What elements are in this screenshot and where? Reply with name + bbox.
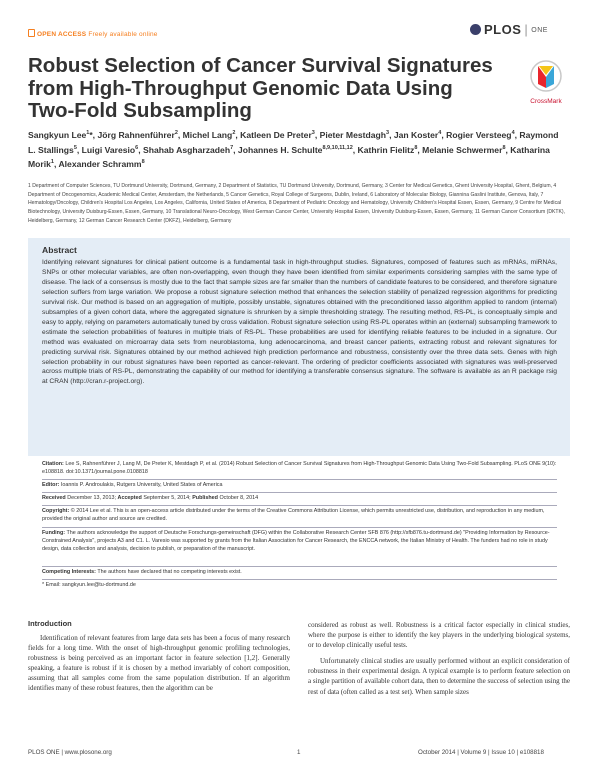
journal-subtitle: ONE [531, 27, 548, 34]
received-date: December 13, 2013; [67, 495, 117, 501]
author-list: Sangkyun Lee$^1$*, Jörg Rahnenführer$^2$, Michel Lang$^2$, Katleen De Preter$^3$, Pieter Mestdagh$^3$, Jan Koster$^4$, Rogier Versteeg$^4$, Raymond L. Stallings$^5$, Luigi Varesio$^6$, Shahab Asgharzadeh$^7$, Johannes H. Schulte$^{8,9,10,11,12}$, Kathrin Fielitz$^8$, Melanie Schwermer$^8$, Katharina Morik$^1$, Alexander Schramm$^8$ [28, 129, 559, 169]
open-lock-icon [28, 29, 35, 37]
dates [42, 495, 557, 503]
article-title: Robust Selection of Cancer Survival Signatures from High-Throughput Genomic Data Using Two-Fold Subsampling [28, 54, 493, 122]
crossmark-icon [525, 57, 567, 107]
citation-label: Citation: [42, 461, 64, 467]
paragraph: Identification of relevant features from large data sets has been a focus of many research fields for a long time. With the onset of high-throughput genomic profiling technologies, robustness is being perceived as an important factor in feature selection [1,2]. Generally speaking, a feature is robust if it is chosen by a method invariably of cohort composition, assuming that all samples come from the same population distribution. If an algorithm identifies many of these robust features, then the algorithm can be [28, 634, 290, 693]
funding [42, 530, 557, 553]
crossmark-label: CrossMark [530, 98, 562, 105]
abstract-heading: Abstract [42, 245, 77, 255]
access-label: ACCESS [58, 31, 87, 38]
funding-text: The authors acknowledge the support of Deutsche Forschungs-gemeinschaft (DFG) within the Collaborative Research Center SFB 876 (http://sfb876.tu-dortmund.de) "Providing Information by Resource-Constrained Analysis", projects A3 and C1. L. Varesio was supported by grants from the Italian Association for Cancer Research, the ENCCA network, the Italian Ministry of Health. The funders had no role in study design, data collection and analysis, decision to publish, or preparation of the manuscript. [42, 530, 550, 552]
open-label: OPEN [37, 31, 57, 38]
published-date: October 8, 2014 [219, 495, 259, 501]
plos-logo-icon [470, 24, 481, 35]
footer-journal: PLOS ONE | www.plosone.org [28, 749, 112, 756]
abstract-text: Identifying relevant signatures for clinical patient outcome is a fundamental task in high-throughput studies. Signatures, composed of features such as mRNAs, miRNAs, SNPs or other molecular variables, are often non-overlapping, even though they have been identified from similar experiments considering samples with the same type of disease. The lack of a consensus is mostly due to the fact that sample sizes are far smaller than the numbers of candidate features to be considered, and therefore signature selection suffers from large variation. We propose a robust signature selection method that enhances the selection stability of penalized regression algorithms for predicting survival risk. Our method is based on an aggregation of multiple, possibly unstable, signatures obtained with the preconditioned lasso algorithm applied to random (internal) subsamples of a given cohort data, where the aggregated signature is shrunken by a simple thresholding strategy. The resulting method, RS-PL, is conceptually simple and easy to apply, relying on parameters automatically tuned by cross validation. Robust signature selection using RS-PL operates within an (external) subsampling framework to estimate the selection probabilities of features in multiple trials of RS-PL. These probabilities are used for identifying reliable features to be included in a signature. Our method was evaluated on microarray data sets from neuroblastoma, lung adenocarcinoma, and breast cancer patients, extracting robust and relevant signatures for predicting survival risk. Signatures obtained by our method achieved high prediction performance and robustness, consistently over the three data sets. Genes with high selection probability in our robust signatures have been reported as cancer-relevant. The ordering of predictor coefficients associated with signatures was well-preserved across multiple trials of RS-PL, demonstrating the capability of our method for identifying a transferable consensus signature. The software is available as an R package rsig at CRAN (http://cran.r-project.org). [42, 259, 557, 386]
paragraph: Unfortunately clinical studies are usually performed without an explicit consideration of robustness in their experimental design. A typical example is to perform feature selection on a single partition of available cohort data, then to determine the success of selection using the rest of data (often called as a test set). When sample sizes [308, 657, 570, 696]
copyright [42, 508, 557, 524]
divider [42, 527, 557, 528]
competing-interests [42, 569, 557, 577]
open-access-badge [28, 29, 158, 38]
copyright-text: © 2014 Lee et al. This is an open-access article distributed under the terms of the Creative Commons Attribution License, which permits unrestricted use, distribution, and reproduction in any medium, provided the original author and source are credited. [42, 508, 545, 522]
paragraph: considered as robust as well. Robustness is a critical factor especially in clinical studies, where the purpose is either to identify the key players in the underlying biological systems, or to develop clinically useful tests. [308, 621, 570, 650]
copyright-label: Copyright: [42, 508, 70, 514]
corresponding-email[interactable]: * Email: sangkyun.lee@tu-dortmund.de [42, 582, 136, 588]
journal-name: PLOS [484, 22, 522, 37]
received-label: Received [42, 495, 66, 501]
funding-label: Funding: [42, 530, 66, 536]
accepted-date: September 5, 2014; [143, 495, 191, 501]
competing-label: Competing Interests: [42, 569, 96, 575]
affiliations: 1 Department of Computer Sciences, TU Dortmund University, Dortmund, Germany, 2 Department of Statistics, TU Dortmund University, Dortmund, Germany, 3 Center for Medical Genetics, Ghent University Hospital, Ghent, Belgium, 4 Department of Oncogenomics, Academic Medical Center, Amsterdam, the Netherlands, 5 Cancer Genetics, Royal College of Surgeons, Dublin, Ireland, 6 Laboratory of Molecular Biology, Giannina Gaslini Institute, Genova, Italy, 7 Hematology/Oncology, Children's Hospital Los Angeles, Los Angeles, California, United States of America, 8 Department of Pediatric Oncology and Hematology, University Children's Hospital Essen, Essen, Germany, 9 Centre for Medical Biotechnology, University Duisburg-Essen, Essen, Germany, 10 Translational Neuro-Oncology, West German Cancer Center, University Hospital Essen, University Duisburg-Essen, Essen, Germany, 11 German Cancer Consortium (DKTK), Heidelberg, Germany, 12 German Cancer Research Center (DKFZ), Heidelberg, Germany [28, 183, 566, 224]
divider [42, 579, 557, 580]
published-label: Published [192, 495, 218, 501]
body-column-right [308, 620, 570, 697]
footer-issue: October 2014 | Volume 9 | Issue 10 | e108818 [418, 749, 544, 756]
body-column-left [28, 633, 290, 694]
editor [42, 482, 557, 490]
divider [42, 479, 557, 480]
freely-available-label: Freely available online [88, 31, 158, 38]
editor-text: Ioannis P. Androulakis, Rutgers University, United States of America [60, 482, 223, 488]
introduction-heading: Introduction [28, 619, 72, 628]
page-number: 1 [297, 749, 301, 756]
accepted-label: Accepted [117, 495, 142, 501]
competing-text: The authors have declared that no competing interests exist. [97, 569, 242, 575]
divider [42, 492, 557, 493]
divider [42, 505, 557, 506]
crossmark-badge[interactable] [525, 57, 567, 107]
journal-logo: PLOS | ONE [470, 22, 548, 37]
citation-text: Lee S, Rahnenführer J, Lang M, De Preter K, Mestdagh P, et al. (2014) Robust Selection of Cancer Survival Signatures from High-Throughput Genomic Data Using Two-Fold Subsampling. PLoS ONE 9(10): e108818. doi:10.1371/journal.pone.0108818 [42, 461, 557, 475]
citation [42, 461, 557, 477]
editor-label: Editor: [42, 482, 60, 488]
divider [42, 566, 557, 567]
